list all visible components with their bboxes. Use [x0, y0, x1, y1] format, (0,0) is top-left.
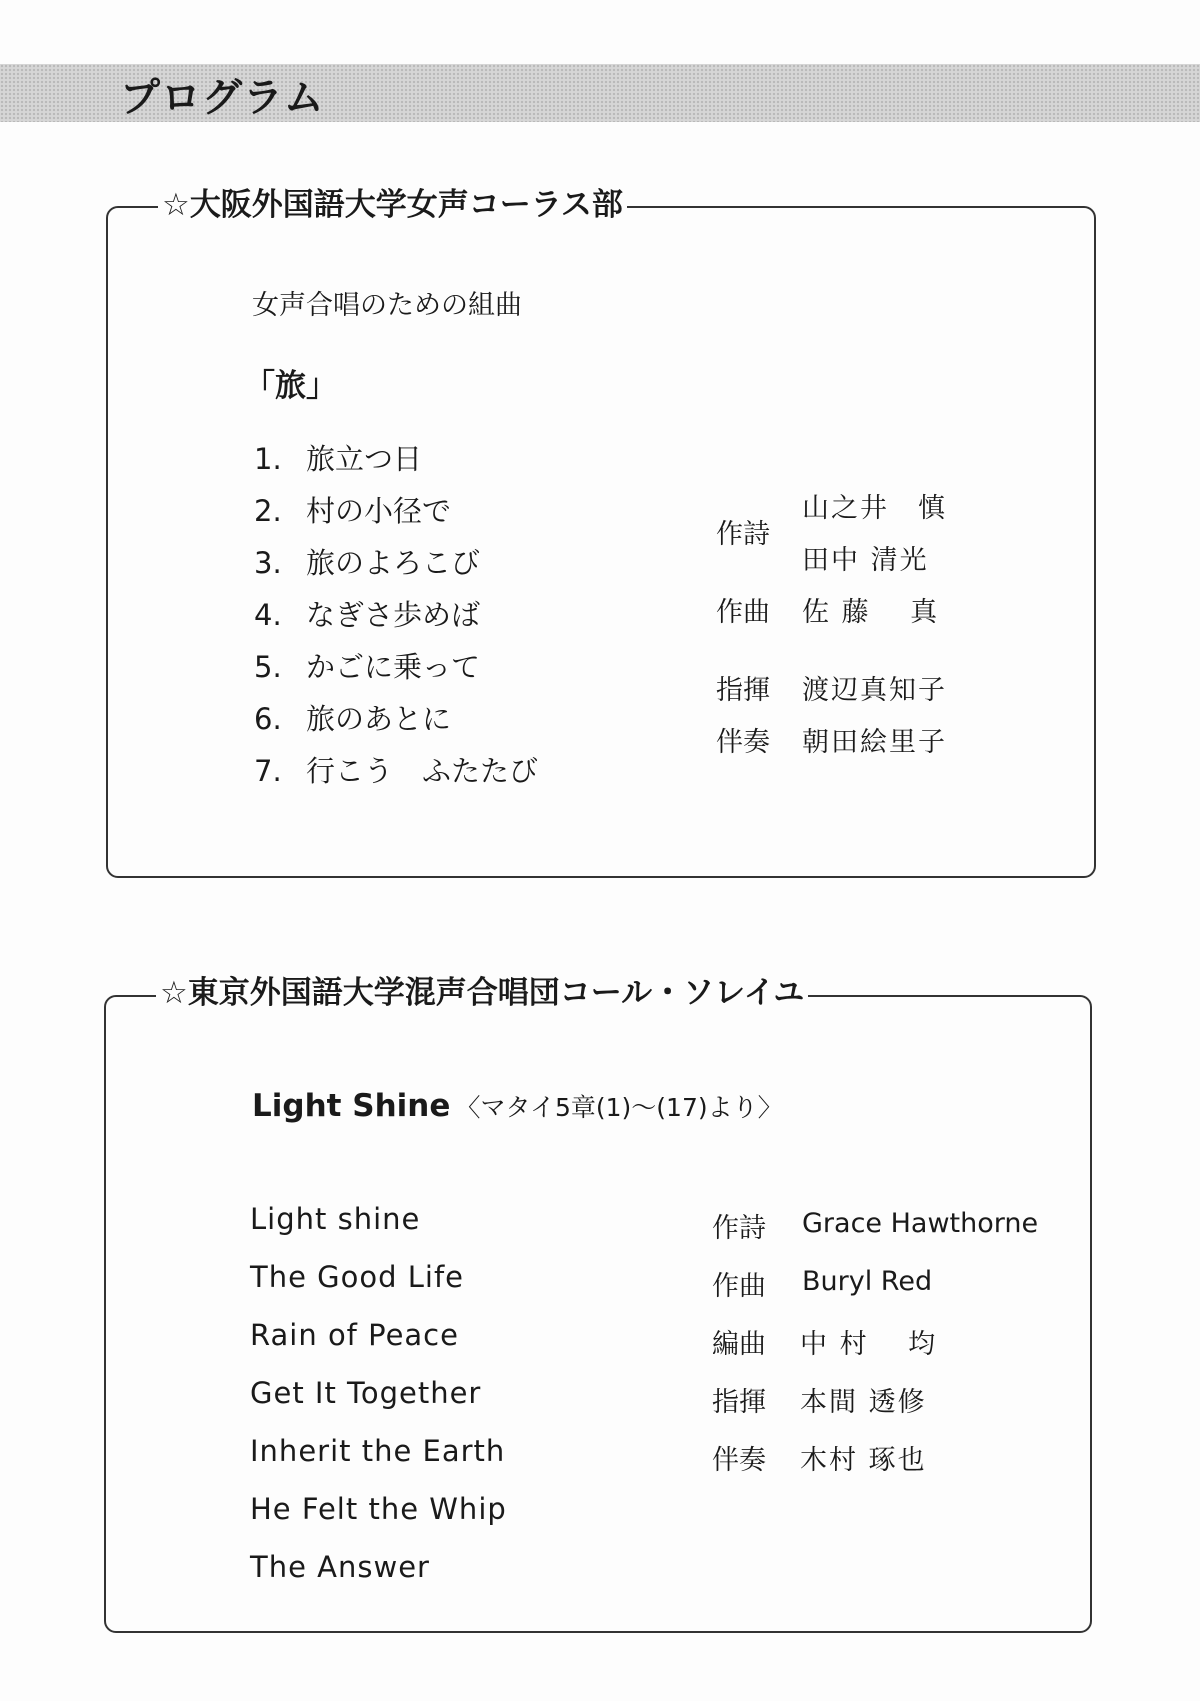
movement-item — [254, 645, 480, 686]
work-title-line — [252, 1088, 783, 1124]
movement-title: The Answer — [250, 1550, 430, 1584]
movement-title: Light shine — [250, 1202, 421, 1236]
movement-number: 2. — [254, 494, 282, 528]
movement-title: He Felt the Whip — [250, 1492, 507, 1526]
movement-title: かごに乗って — [306, 650, 481, 684]
credit-name-conductor: 渡辺真知子 — [802, 675, 947, 706]
credit-role-pianist: 伴奏 — [716, 727, 770, 758]
credit-name-lyricist-1: 山之井 慎 — [802, 493, 947, 524]
suite-title: 「旅」 — [244, 368, 337, 404]
credit-role: 作曲 — [712, 1271, 766, 1302]
movement-title: 旅のよろこび — [306, 546, 481, 580]
movement-number: 7. — [254, 754, 282, 788]
credit-role: 作詩 — [712, 1213, 766, 1244]
suite-subtitle: 女声合唱のための組曲 — [252, 290, 522, 321]
work-title: Light Shine — [252, 1088, 451, 1124]
credit-name-composer: 佐 藤 真 — [802, 597, 940, 628]
credit-role-composer: 作曲 — [716, 597, 770, 628]
work-subtitle: 〈マタイ5章(1)〜(17)より〉 — [455, 1093, 783, 1122]
movement-item — [254, 593, 480, 634]
credit-role: 指揮 — [712, 1387, 766, 1418]
credit-name: 本間 透修 — [800, 1387, 927, 1418]
movement-number: 1. — [254, 442, 282, 476]
credit-name: 中 村 均 — [800, 1329, 938, 1360]
credit-name-lyricist-2: 田中 清光 — [802, 545, 929, 576]
movement-number: 3. — [254, 546, 282, 580]
movement-item — [254, 437, 422, 478]
movement-title: 旅立つ日 — [306, 442, 423, 476]
movement-title: Inherit the Earth — [250, 1434, 506, 1468]
credit-role: 編曲 — [712, 1329, 766, 1360]
movement-number: 5. — [254, 650, 282, 684]
movement-item — [254, 541, 480, 582]
movement-number: 6. — [254, 702, 282, 736]
section-osaka-heading: ☆大阪外国語大学女声コーラス部 — [158, 187, 627, 224]
movement-item — [254, 749, 538, 790]
movement-title: 行こう ふたたび — [306, 754, 539, 788]
credit-role: 伴奏 — [712, 1445, 766, 1476]
movement-title: Rain of Peace — [250, 1318, 459, 1352]
movement-number: 4. — [254, 598, 282, 632]
credit-role-lyrics: 作詩 — [716, 519, 770, 550]
section-tokyo-heading: ☆東京外国語大学混声合唱団コール・ソレイユ — [156, 975, 808, 1012]
movement-title: Get It Together — [250, 1376, 482, 1410]
credit-name: 木村 琢也 — [800, 1445, 927, 1476]
movement-item — [254, 489, 451, 530]
credit-role-conductor: 指揮 — [716, 675, 770, 706]
credit-name: Buryl Red — [802, 1266, 933, 1297]
movement-item — [254, 697, 451, 738]
page-title: プログラム — [120, 75, 325, 121]
credit-name-pianist: 朝田絵里子 — [802, 727, 947, 758]
movement-title: The Good Life — [250, 1260, 465, 1294]
movement-title: なぎさ歩めば — [306, 598, 481, 632]
movement-title: 村の小径で — [306, 494, 452, 528]
movement-title: 旅のあとに — [306, 702, 452, 736]
credit-name: Grace Hawthorne — [802, 1208, 1039, 1239]
